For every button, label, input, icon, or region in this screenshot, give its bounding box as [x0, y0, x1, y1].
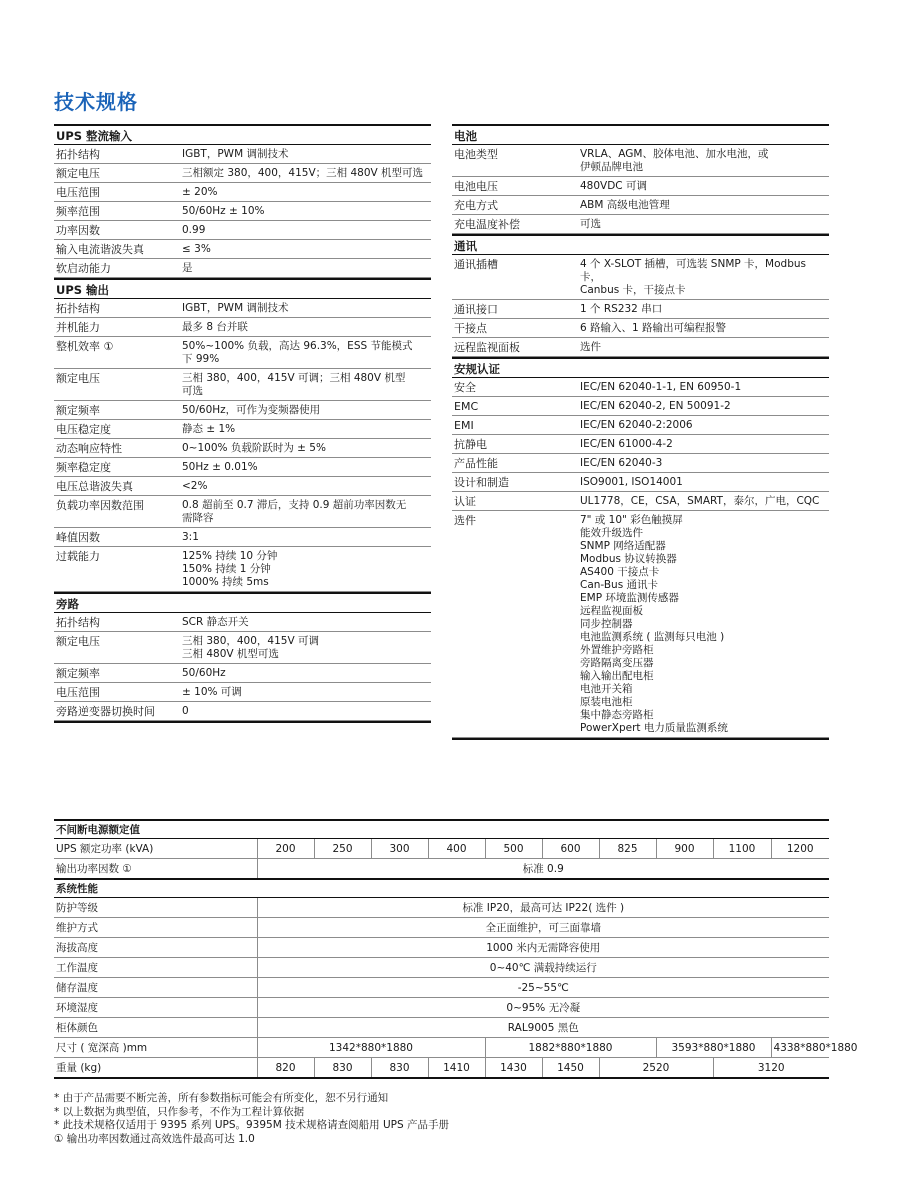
spec-row	[452, 215, 829, 234]
spec-key: 峰值因数	[56, 531, 100, 544]
spec-row	[452, 435, 829, 454]
spec-section	[54, 278, 431, 592]
table-cell: 标准 IP20，最高可达 IP22( 选件 )	[257, 898, 829, 918]
spec-row	[452, 145, 829, 177]
spec-row	[54, 683, 431, 702]
spec-row	[54, 145, 431, 164]
spec-value: <2%	[182, 480, 208, 492]
table-cell: 全正面维护，可三面靠墙	[257, 918, 829, 938]
spec-key: 通讯接口	[454, 303, 498, 316]
table-cell: 820	[257, 1058, 314, 1079]
table-cell: 标准 0.9	[257, 859, 829, 880]
table-cell: 1342*880*1880	[257, 1038, 485, 1058]
spec-value: VRLA、AGM、胶体电池、加水电池，或 伊顿品牌电池	[580, 148, 769, 173]
spec-value: 是	[182, 262, 193, 274]
spec-value: 50%~100% 负载，高达 96.3%，ESS 节能模式 下 99%	[182, 340, 413, 365]
table-cell: 830	[314, 1058, 371, 1079]
spec-row	[452, 338, 829, 357]
spec-row	[452, 397, 829, 416]
spec-key: 电压总谐波失真	[56, 480, 133, 493]
spec-value: 0~100% 负载阶跃时为 ± 5%	[182, 442, 326, 454]
table-cell: 维护方式	[54, 918, 257, 938]
table-cell: -25~55℃	[257, 978, 829, 998]
spec-value: ISO9001, ISO14001	[580, 476, 683, 488]
spec-section	[452, 124, 829, 234]
table-cell: 1882*880*1880	[485, 1038, 656, 1058]
spec-row	[452, 416, 829, 435]
spec-key: 抗静电	[454, 438, 487, 451]
spec-row	[452, 255, 829, 300]
spec-value: 6 路输入、1 路输出可编程报警	[580, 322, 727, 334]
spec-key: 整机效率 ①	[56, 340, 114, 353]
spec-row	[54, 439, 431, 458]
spec-key: 选件	[454, 514, 476, 527]
ratings-table	[54, 819, 858, 1079]
spec-value: IGBT，PWM 调制技术	[182, 302, 289, 314]
spec-row	[452, 177, 829, 196]
table-cell: 环境湿度	[54, 998, 257, 1018]
spec-value: 选件	[580, 341, 601, 353]
spec-value: 1 个 RS232 串口	[580, 303, 663, 315]
table-cell: 系统性能	[54, 879, 829, 898]
table-cell: 1450	[542, 1058, 599, 1079]
spec-key: 动态响应特性	[56, 442, 122, 455]
spec-key: 电压范围	[56, 686, 100, 699]
spec-section	[54, 124, 431, 278]
table-cell: 1410	[428, 1058, 485, 1079]
spec-row	[54, 547, 431, 592]
spec-value: ± 20%	[182, 186, 218, 198]
spec-value: 50/60Hz	[182, 667, 226, 679]
spec-value: 最多 8 台并联	[182, 321, 248, 333]
table-row	[54, 1038, 829, 1058]
table-cell: 2520	[599, 1058, 713, 1079]
right-spec-column	[452, 124, 829, 740]
spec-row	[54, 240, 431, 259]
table-cell: 3120	[713, 1058, 829, 1079]
table-cell: 输出功率因数 ①	[54, 859, 257, 880]
spec-value: 50/60Hz，可作为变频器使用	[182, 404, 321, 416]
spec-row	[54, 369, 431, 401]
spec-row	[54, 528, 431, 547]
section-heading: 通讯	[452, 236, 829, 255]
spec-key: 拓扑结构	[56, 616, 100, 629]
table-row	[54, 918, 829, 938]
spec-key: 产品性能	[454, 457, 498, 470]
table-cell: 500	[485, 839, 542, 859]
spec-value: IEC/EN 62040-2:2006	[580, 419, 693, 431]
table-cell: 重量 (kg)	[54, 1058, 257, 1079]
spec-section	[452, 234, 829, 357]
spec-key: 额定电压	[56, 635, 100, 648]
spec-row	[452, 492, 829, 511]
spec-row	[54, 164, 431, 183]
spec-key: 过载能力	[56, 550, 100, 563]
table-row	[54, 998, 829, 1018]
ratings-table-wrap	[54, 819, 858, 1079]
left-spec-column	[54, 124, 431, 723]
spec-row	[452, 196, 829, 215]
spec-key: 并机能力	[56, 321, 100, 334]
spec-value: 三相 380，400，415V 可调 三相 480V 机型可选	[182, 635, 319, 660]
spec-key: 电池类型	[454, 148, 498, 161]
spec-value: 480VDC 可调	[580, 180, 647, 192]
table-cell: 1100	[713, 839, 771, 859]
spec-row	[54, 613, 431, 632]
spec-row	[54, 337, 431, 369]
spec-key: 负载功率因数范围	[56, 499, 144, 512]
footnote: * 以上数据为典型值，只作参考，不作为工程计算依据	[54, 1105, 305, 1118]
spec-row	[452, 300, 829, 319]
section-heading: 旁路	[54, 594, 431, 613]
table-cell: 柜体颜色	[54, 1018, 257, 1038]
table-cell: 0~95% 无冷凝	[257, 998, 829, 1018]
spec-value: IEC/EN 62040-3	[580, 457, 663, 469]
table-cell: 250	[314, 839, 371, 859]
table-row	[54, 1058, 829, 1079]
table-cell: 工作温度	[54, 958, 257, 978]
table-cell: UPS 额定功率 (kVA)	[54, 839, 257, 859]
spec-value: 0.8 超前至 0.7 滞后，支持 0.9 超前功率因数无 需降容	[182, 499, 407, 524]
spec-row	[54, 299, 431, 318]
spec-row	[54, 477, 431, 496]
table-row	[54, 958, 829, 978]
table-cell: 900	[656, 839, 713, 859]
spec-row	[452, 454, 829, 473]
spec-value: 50Hz ± 0.01%	[182, 461, 258, 473]
section-heading: UPS 输出	[54, 280, 431, 299]
table-row	[54, 879, 829, 898]
spec-row	[54, 632, 431, 664]
table-cell: 300	[371, 839, 428, 859]
footnote: * 此技术规格仅适用于 9395 系列 UPS。9395M 技术规格请查阅船用 UPS 产品手册	[54, 1119, 449, 1131]
spec-key: EMC	[454, 400, 479, 413]
spec-row	[54, 702, 431, 721]
spec-value: ABM 高级电池管理	[580, 199, 670, 211]
table-cell: 830	[371, 1058, 428, 1079]
spec-value: IEC/EN 62040-2, EN 50091-2	[580, 400, 731, 412]
spec-section	[54, 592, 431, 723]
table-row	[54, 1018, 829, 1038]
table-cell: 储存温度	[54, 978, 257, 998]
spec-row	[54, 259, 431, 278]
spec-value: 0	[182, 705, 189, 717]
spec-value: ≤ 3%	[182, 243, 211, 255]
table-row	[54, 898, 829, 918]
table-cell: 400	[428, 839, 485, 859]
table-row	[54, 978, 829, 998]
spec-key: 电压稳定度	[56, 423, 111, 436]
spec-key: 额定电压	[56, 372, 100, 385]
spec-value: 三相额定 380，400，415V；三相 480V 机型可选	[182, 167, 424, 179]
spec-key: 功率因数	[56, 224, 100, 237]
table-cell: 1430	[485, 1058, 542, 1079]
spec-row	[54, 458, 431, 477]
spec-row	[452, 473, 829, 492]
table-cell: 1000 米内无需降容使用	[257, 938, 829, 958]
spec-row	[54, 202, 431, 221]
spec-row	[452, 511, 829, 738]
spec-key: 额定频率	[56, 667, 100, 680]
table-cell: 4338*880*1880	[771, 1038, 829, 1058]
spec-value: ± 10% 可调	[182, 686, 242, 698]
table-cell: 600	[542, 839, 599, 859]
spec-row	[452, 319, 829, 338]
table-row	[54, 820, 829, 839]
section-heading: 电池	[452, 126, 829, 145]
spec-key: 输入电流谐波失真	[56, 243, 144, 256]
spec-key: 认证	[454, 495, 476, 508]
spec-value: SCR 静态开关	[182, 616, 249, 628]
table-cell: RAL9005 黑色	[257, 1018, 829, 1038]
table-cell: 不间断电源额定值	[54, 820, 829, 839]
spec-value: IGBT，PWM 调制技术	[182, 148, 289, 160]
spec-value: 三相 380，400，415V 可调；三相 480V 机型 可选	[182, 372, 406, 397]
spec-key: 频率范围	[56, 205, 100, 218]
table-cell: 1200	[771, 839, 829, 859]
spec-row	[54, 496, 431, 528]
spec-row	[452, 378, 829, 397]
footnotes	[54, 1092, 449, 1146]
spec-value: IEC/EN 61000-4-2	[580, 438, 673, 450]
table-cell: 200	[257, 839, 314, 859]
table-row	[54, 938, 829, 958]
spec-key: 设计和制造	[454, 476, 509, 489]
spec-value: 7" 或 10" 彩色触摸屏 能效升级选件 SNMP 网络适配器 Modbus 协议转换器 AS400 干接点卡 Can-Bus 通讯卡 EMP 环境监测传感器 远程监视面板 同步控制器 电池监测系统 ( 监测每只电池 ) 外置维护旁路柜 旁路隔离变压器 输入输出配电柜 电池开关箱 原装电池柜 集中静态旁路柜 PowerXpert 电力质量监测系统	[580, 514, 728, 734]
table-row	[54, 859, 829, 880]
spec-row	[54, 183, 431, 202]
table-cell: 海拔高度	[54, 938, 257, 958]
spec-row	[54, 420, 431, 439]
spec-value: 125% 持续 10 分钟 150% 持续 1 分钟 1000% 持续 5ms	[182, 550, 278, 588]
section-heading: 安规认证	[452, 359, 829, 378]
spec-value: 0.99	[182, 224, 206, 236]
spec-value: UL1778，CE，CSA，SMART，泰尔，广电，CQC	[580, 495, 820, 507]
spec-key: 充电温度补偿	[454, 218, 520, 231]
section-heading: UPS 整流输入	[54, 126, 431, 145]
table-cell: 防护等级	[54, 898, 257, 918]
table-cell: 3593*880*1880	[656, 1038, 771, 1058]
spec-row	[54, 221, 431, 240]
spec-value: 静态 ± 1%	[182, 423, 236, 435]
spec-key: 拓扑结构	[56, 148, 100, 161]
spec-key: 额定频率	[56, 404, 100, 417]
spec-key: 电压范围	[56, 186, 100, 199]
spec-key: 充电方式	[454, 199, 498, 212]
spec-key: 干接点	[454, 322, 487, 335]
spec-key: EMI	[454, 419, 474, 432]
spec-value: 可选	[580, 218, 601, 230]
spec-key: 频率稳定度	[56, 461, 111, 474]
spec-value: 3:1	[182, 531, 199, 543]
spec-key: 拓扑结构	[56, 302, 100, 315]
spec-key: 安全	[454, 381, 476, 394]
spec-key: 额定电压	[56, 167, 100, 180]
spec-value: 50/60Hz ± 10%	[182, 205, 265, 217]
footnote: * 由于产品需要不断完善，所有参数指标可能会有所变化，恕不另行通知	[54, 1092, 389, 1104]
spec-key: 旁路逆变器切换时间	[56, 705, 155, 718]
table-cell: 825	[599, 839, 656, 859]
spec-section	[452, 357, 829, 740]
spec-key: 电池电压	[454, 180, 498, 193]
spec-row	[54, 401, 431, 420]
table-cell: 尺寸 ( 宽深高 )mm	[54, 1038, 257, 1058]
spec-row	[54, 318, 431, 337]
spec-key: 软启动能力	[56, 262, 111, 275]
spec-row	[54, 664, 431, 683]
spec-value: IEC/EN 62040-1-1, EN 60950-1	[580, 381, 742, 393]
footnote: ① 输出功率因数通过高效选件最高可达 1.0	[54, 1132, 255, 1145]
table-cell: 0~40℃ 满载持续运行	[257, 958, 829, 978]
table-row	[54, 839, 829, 859]
page-title: 技术规格	[54, 90, 138, 114]
spec-value: 4 个 X-SLOT 插槽，可选装 SNMP 卡，Modbus 卡， Canbus 卡，干接点卡	[580, 258, 806, 296]
spec-key: 远程监视面板	[454, 341, 520, 354]
spec-key: 通讯插槽	[454, 258, 498, 271]
